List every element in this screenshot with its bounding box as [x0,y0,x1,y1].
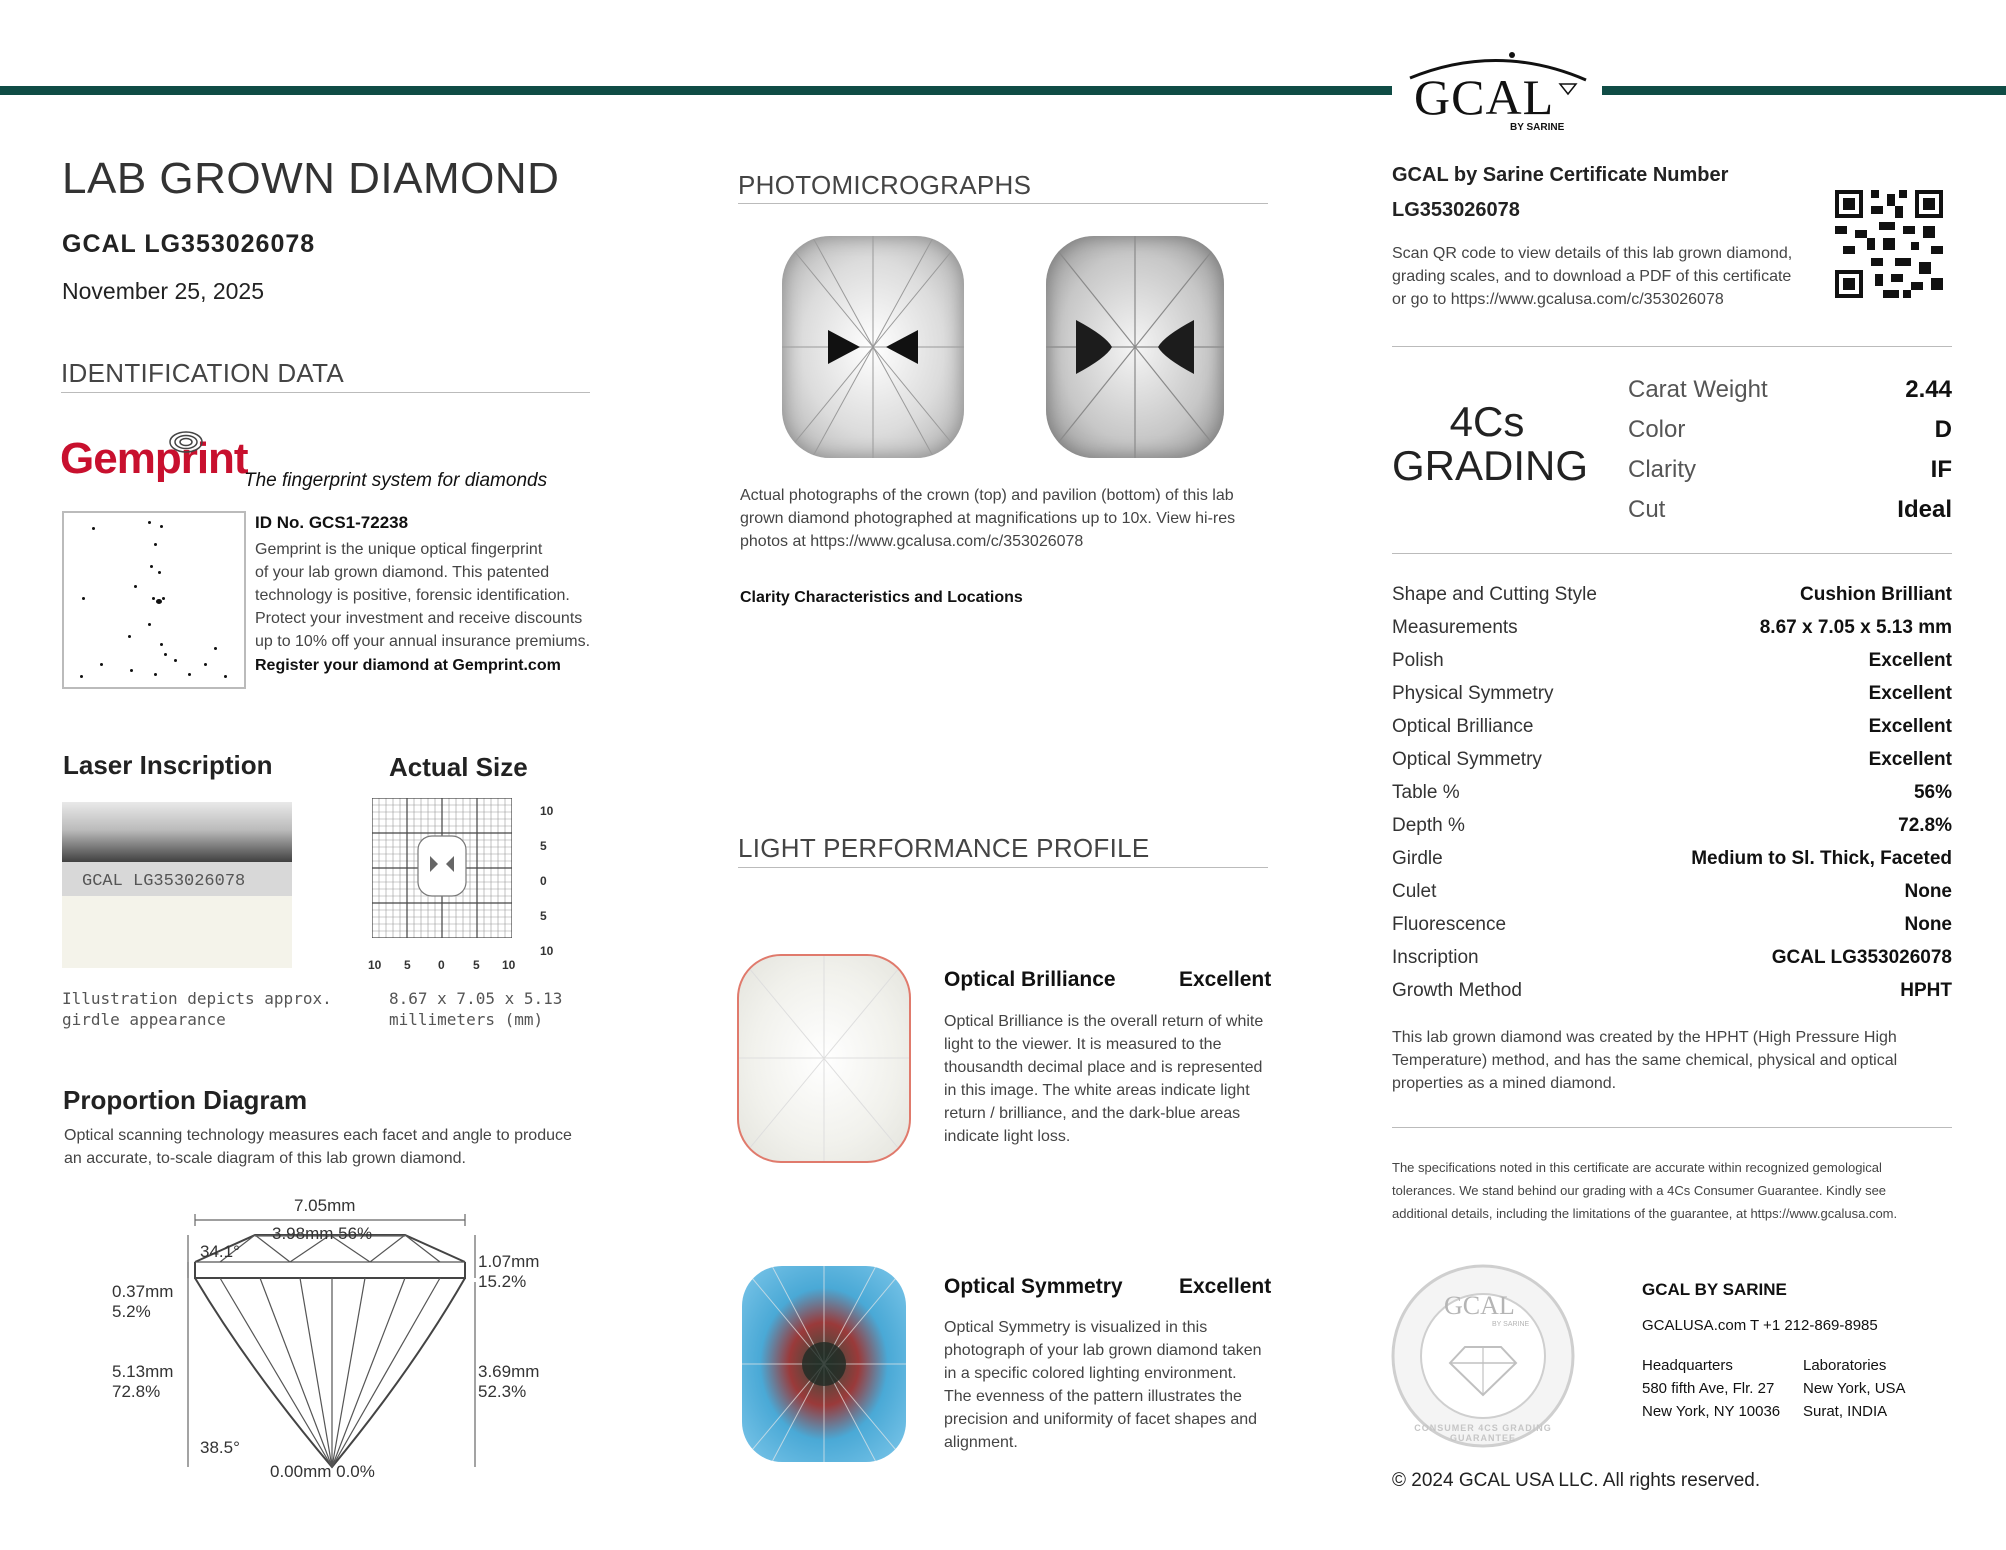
brilliance-value: Excellent [1179,968,1272,991]
proportion-crown-angle: 34.1° [200,1242,240,1261]
symmetry-image [742,1266,906,1462]
contact-labs: Laboratories New York, USA Surat, INDIA [1803,1357,1906,1420]
crown-facets-icon [782,236,964,458]
gemprint-logo [60,434,248,484]
detail-polish: Polish Excellent [1392,650,1952,671]
seal-sub: BY SARINE [1492,1321,1530,1328]
laser-inscription-image [62,802,292,968]
gemprint-tagline: The fingerprint system for diamonds [244,470,548,491]
photos-caption: Actual photographs of the crown (top) and pavilion (bottom) of this lab grown diamond photographed at magnifications up to 10x. View hi-res photos at https://www.gcalusa.com/c/353026078 [740,487,1236,550]
contact-web[interactable]: GCALUSA.com [1642,1317,1747,1334]
light-performance-heading: LIGHT PERFORMANCE PROFILE [738,833,1150,863]
detail-fluorescence: Fluorescence None [1392,914,1952,935]
gemprint-logo-text: Gemprint [60,434,248,483]
symmetry-label: Optical Symmetry [944,1275,1123,1298]
brilliance-description: Optical Brilliance is the overall return of white light to the viewer. It is measured to the thousandth decimal place and is represented in this image. The white areas indicate light return / brilliance, and the dark-blue areas indicate light loss. [944,1013,1264,1145]
header-bar-right [1602,86,2006,95]
proportion-pavilion: 3.69mm 52.3% [478,1362,540,1401]
grid-icon [372,798,512,938]
grade-cut: Cut Ideal [1628,496,1952,523]
report-date: November 25, 2025 [62,278,265,304]
brilliance-image [737,954,911,1163]
laser-inscription-text: GCAL LG353026078 [82,872,246,891]
proportion-table: 3.98mm 56% [272,1224,373,1243]
copyright: © 2024 GCAL USA LLC. All rights reserved. [1392,1470,1761,1491]
disclaimer: The specifications noted in this certificate are accurate within recognized gemological tolerances. We stand behind our grading with a 4Cs Consumer Guarantee. Kindly see additional details, including the limitations of the guarantee, at https://www.gcalusa.com. [1392,1160,1898,1221]
laser-caption: Illustration depicts approx. girdle appearance [62,989,332,1029]
proportion-heading: Proportion Diagram [63,1085,308,1115]
grading-rule [1392,553,1952,554]
gemprint-register-link[interactable]: Register your diamond at Gemprint.com [255,657,561,674]
hpht-note: This lab grown diamond was created by the HPHT (High Pressure High Temperature) method, and has the same chemical, physical and optical properties as a mined diamond. [1392,1029,1898,1092]
qr-code[interactable] [1835,190,1943,298]
report-id: GCAL LG353026078 [62,230,316,258]
identification-rule [61,392,590,393]
symmetry-facets-icon [742,1266,906,1462]
detail-optical-symmetry: Optical Symmetry Excellent [1392,749,1952,770]
contact-phone: T +1 212-869-8985 [1750,1317,1878,1334]
detail-depth: Depth % 72.8% [1392,815,1952,836]
certificate-rule [1392,346,1952,347]
hpht-rule [1392,1127,1952,1128]
proportion-diagram [100,1190,560,1490]
grading-title: 4Cs GRADING [1392,398,1589,489]
seal-brand: GCAL [1444,1291,1515,1320]
qr-code-icon [1835,190,1943,298]
gemprint-description: Gemprint is the unique optical fingerprint of your lab grown diamond. This patented technology is positive, forensic identification. Protect your investment and receive discounts up to 10% off your annual insurance premiums. [255,541,591,650]
pavilion-facets-icon [1046,236,1224,458]
certificate-number: LG353026078 [1392,199,1520,221]
certificate-label: GCAL by Sarine Certificate Number [1392,164,1729,186]
grade-color: Color D [1628,416,1952,443]
proportion-culet: 0.00mm 0.0% [270,1462,375,1481]
brilliance-facets-icon [739,956,909,1161]
actual-size-caption: 8.67 x 7.05 x 5.13 millimeters (mm) [389,989,563,1029]
actual-size-grid [372,798,512,938]
identification-heading: IDENTIFICATION DATA [61,358,345,388]
symmetry-description: Optical Symmetry is visualized in this photograph of your lab grown diamond taken in a specific colored lighting environment. The evenness of the pattern illustrates the precision and uniformity of facet shapes and alignment. [944,1319,1262,1451]
guarantee-seal [1390,1263,1576,1449]
pavilion-photo [1046,236,1224,458]
gcal-logo [1400,50,1596,134]
detail-optical-brilliance: Optical Brilliance Excellent [1392,716,1952,737]
page-title: LAB GROWN DIAMOND [62,154,560,203]
proportion-crown-height: 1.07mm 15.2% [478,1252,540,1291]
proportion-girdle: 0.37mm 5.2% [112,1282,174,1321]
header-bar-left [0,86,1392,95]
contact-name: GCAL BY SARINE [1642,1280,1787,1299]
symmetry-value: Excellent [1179,1275,1272,1298]
gcal-logo-sub: BY SARINE [1510,122,1565,133]
gemprint-id: ID No. GCS1-72238 [255,513,409,532]
detail-inscription: Inscription GCAL LG353026078 [1392,947,1952,968]
detail-measurements: Measurements 8.67 x 7.05 x 5.13 mm [1392,617,1952,638]
photomicrographs-heading: PHOTOMICROGRAPHS [738,170,1032,200]
fingerprint-icon [168,430,204,454]
grade-carat: Carat Weight 2.44 [1628,376,1952,403]
proportion-description: Optical scanning technology measures each facet and angle to produce an accurate, to-scale diagram of this lab grown diamond. [64,1127,572,1167]
proportion-width: 7.05mm [294,1196,356,1215]
detail-table: Table % 56% [1392,782,1952,803]
detail-physical-symmetry: Physical Symmetry Excellent [1392,683,1952,704]
qr-instructions: Scan QR code to view details of this lab grown diamond, grading scales, and to download a PDF of this certificate or go to https://www.gcalusa.com/c/353026078 [1392,245,1793,308]
grade-clarity: Clarity IF [1628,456,1952,483]
clarity-heading: Clarity Characteristics and Locations [740,589,1023,606]
gemprint-fingerprint-image [62,511,246,689]
crown-photo [782,236,964,458]
brilliance-label: Optical Brilliance [944,968,1116,991]
detail-culet: Culet None [1392,881,1952,902]
contact-hq: Headquarters 580 fifth Ave, Flr. 27 New York, NY 10036 [1642,1357,1781,1420]
light-performance-rule [738,867,1268,868]
photomicrographs-rule [738,203,1268,204]
actual-size-right-ticks: 10 5 0 5 10 [540,804,554,958]
gcal-logo-text: GCAL [1414,69,1555,125]
actual-size-heading: Actual Size [389,752,528,782]
laser-heading: Laser Inscription [63,750,273,780]
detail-growth-method: Growth Method HPHT [1392,980,1952,1001]
proportion-depth: 5.13mm 72.8% [112,1362,174,1401]
detail-girdle: Girdle Medium to Sl. Thick, Faceted [1392,848,1952,869]
proportion-pavilion-angle: 38.5° [200,1438,240,1457]
seal-ring-text: CONSUMER 4CS GRADING GUARANTEE [1414,1423,1552,1443]
detail-shape: Shape and Cutting Style Cushion Brilliant [1392,584,1952,605]
